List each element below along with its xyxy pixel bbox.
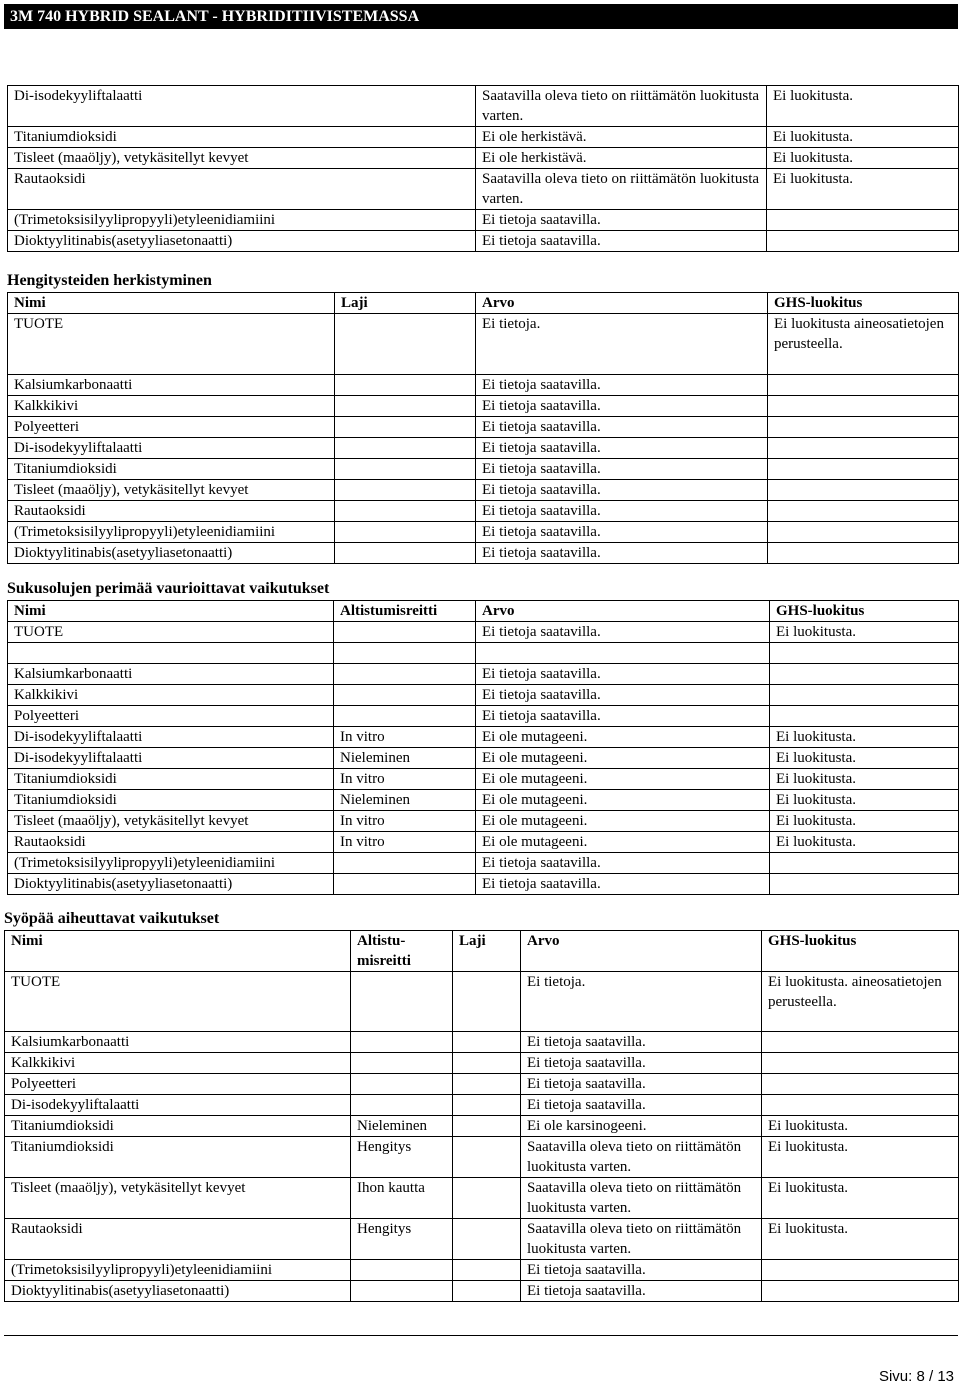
table-row — [5, 1281, 959, 1302]
table-cell: Ei luokitusta. aineosatietojen perusteella. — [762, 972, 959, 1032]
table-cell — [768, 396, 959, 417]
table-cell — [453, 1178, 521, 1219]
table-cell — [335, 417, 476, 438]
table-cell: Ei tietoja saatavilla. — [476, 664, 770, 685]
table-row — [8, 210, 959, 231]
table-cell: Saatavilla oleva tieto on riittämätön luokitusta varten. — [521, 1137, 762, 1178]
table-cell: Ei ole mutageeni. — [476, 748, 770, 769]
table-cell: Ei ole mutageeni. — [476, 832, 770, 853]
table-row — [8, 438, 959, 459]
table-cell: Rautaoksidi — [8, 501, 335, 522]
table-cell — [334, 622, 476, 643]
table-row — [8, 169, 959, 210]
table-cell: Ei tietoja. — [476, 314, 768, 375]
table-cell — [351, 1032, 453, 1053]
table-cell: Ei luokitusta. — [770, 790, 959, 811]
table-row — [8, 706, 959, 727]
table-cell — [453, 1116, 521, 1137]
page-number: Sivu: 8 / 13 — [878, 1368, 954, 1385]
table-cell — [770, 685, 959, 706]
table-cell: (Trimetoksisilyylipropyyli)etyleenidiamiini — [5, 1260, 351, 1281]
table-cell: Ei luokitusta. — [767, 127, 959, 148]
table-cell: Tisleet (maaöljy), vetykäsitellyt kevyet — [5, 1178, 351, 1219]
table-cell: Ei tietoja saatavilla. — [476, 853, 770, 874]
table-cell — [453, 1032, 521, 1053]
table-row — [8, 748, 959, 769]
table-cell — [768, 375, 959, 396]
table-row — [8, 685, 959, 706]
table-cell — [762, 1260, 959, 1281]
table-cell: Tisleet (maaöljy), vetykäsitellyt kevyet — [8, 811, 334, 832]
table-cell — [334, 664, 476, 685]
table-cell: Kalkkikivi — [8, 685, 334, 706]
table-cell: Ei tietoja saatavilla. — [476, 438, 768, 459]
respiratory-sensitisation-table — [7, 292, 959, 564]
table-row — [8, 664, 959, 685]
table-row — [8, 459, 959, 480]
column-header: Altistumisreitti — [334, 601, 476, 622]
table-cell: Ei tietoja saatavilla. — [476, 396, 768, 417]
table-cell: Dioktyylitinabis(asetyyliasetonaatti) — [8, 874, 334, 895]
table-row — [8, 543, 959, 564]
table-cell — [770, 853, 959, 874]
table-cell: Saatavilla oleva tieto on riittämätön luokitusta varten. — [521, 1219, 762, 1260]
table-row — [8, 148, 959, 169]
table-cell: Ei tietoja saatavilla. — [476, 706, 770, 727]
table-cell — [334, 643, 476, 664]
table-row — [5, 1053, 959, 1074]
table-cell — [334, 706, 476, 727]
table-row — [8, 231, 959, 252]
table-row — [5, 1137, 959, 1178]
section-title-germ-cell: Sukusolujen perimää vaurioittavat vaikutukset — [7, 580, 330, 597]
table-cell: Ei tietoja saatavilla. — [476, 210, 767, 231]
table-cell: Ei luokitusta. — [770, 769, 959, 790]
table-row — [5, 1074, 959, 1095]
table-row — [8, 853, 959, 874]
table-cell: Ei ole herkistävä. — [476, 127, 767, 148]
table-cell: Titaniumdioksidi — [8, 459, 335, 480]
table-cell — [453, 1074, 521, 1095]
table-cell — [351, 1281, 453, 1302]
table-row — [8, 375, 959, 396]
table-cell — [453, 972, 521, 1032]
table-header-row — [5, 931, 959, 972]
table-cell: In vitro — [334, 769, 476, 790]
table-cell — [476, 643, 770, 664]
table-cell: Ei tietoja saatavilla. — [476, 685, 770, 706]
table-cell — [335, 438, 476, 459]
table-cell: Tisleet (maaöljy), vetykäsitellyt kevyet — [8, 480, 335, 501]
table-cell — [334, 874, 476, 895]
table-cell: Ei ole mutageeni. — [476, 727, 770, 748]
table-cell: In vitro — [334, 811, 476, 832]
table-cell: Ei tietoja saatavilla. — [476, 501, 768, 522]
document-header — [4, 4, 958, 29]
table-cell — [770, 874, 959, 895]
table-cell: In vitro — [334, 727, 476, 748]
column-header: Altistu-misreitti — [351, 931, 453, 972]
table-cell: Ei luokitusta. — [762, 1178, 959, 1219]
table-cell: Ei tietoja. — [521, 972, 762, 1032]
table-row — [8, 832, 959, 853]
table-row — [5, 972, 959, 1032]
table-cell: Nieleminen — [334, 748, 476, 769]
table-cell: Ei ole mutageeni. — [476, 769, 770, 790]
table-cell — [453, 1281, 521, 1302]
table-cell: TUOTE — [5, 972, 351, 1032]
table-cell: Ei luokitusta aineosatietojen perusteella. — [768, 314, 959, 375]
table-cell: Ei luokitusta. — [762, 1137, 959, 1178]
table-cell: Ei tietoja saatavilla. — [521, 1095, 762, 1116]
table-cell — [335, 396, 476, 417]
column-header: Nimi — [8, 601, 334, 622]
table-cell: Rautaoksidi — [8, 169, 476, 210]
table-cell — [768, 417, 959, 438]
table-cell — [453, 1137, 521, 1178]
table-cell: Ei tietoja saatavilla. — [476, 874, 770, 895]
table-row — [5, 1095, 959, 1116]
table-cell — [453, 1260, 521, 1281]
table-cell — [335, 543, 476, 564]
table-cell — [770, 706, 959, 727]
table-cell — [762, 1032, 959, 1053]
column-header: Arvo — [476, 293, 768, 314]
table-cell: Dioktyylitinabis(asetyyliasetonaatti) — [5, 1281, 351, 1302]
table-cell — [762, 1281, 959, 1302]
table-row — [8, 314, 959, 375]
column-header: GHS-luokitus — [770, 601, 959, 622]
table-cell: Ei tietoja saatavilla. — [476, 622, 770, 643]
table-cell: Ei tietoja saatavilla. — [521, 1053, 762, 1074]
table-cell: Nieleminen — [351, 1116, 453, 1137]
table-cell — [334, 853, 476, 874]
table-cell — [768, 480, 959, 501]
column-header: Nimi — [8, 293, 335, 314]
column-header: Nimi — [5, 931, 351, 972]
table-cell: Dioktyylitinabis(asetyyliasetonaatti) — [8, 543, 335, 564]
table-row — [5, 1260, 959, 1281]
table-cell: Nieleminen — [334, 790, 476, 811]
table-cell: Saatavilla oleva tieto on riittämätön luokitusta varten. — [476, 86, 767, 127]
table-cell: Titaniumdioksidi — [8, 790, 334, 811]
table-cell — [335, 459, 476, 480]
table-cell: Ei tietoja saatavilla. — [476, 375, 768, 396]
table-cell: Ei luokitusta. — [770, 811, 959, 832]
table-cell — [453, 1053, 521, 1074]
table-row — [8, 643, 959, 664]
table-row — [8, 501, 959, 522]
table-row — [5, 1116, 959, 1137]
table-row — [8, 811, 959, 832]
table-cell — [351, 1260, 453, 1281]
table-cell: Ei luokitusta. — [767, 148, 959, 169]
column-header: Arvo — [476, 601, 770, 622]
table-cell: Titaniumdioksidi — [8, 769, 334, 790]
table-cell: Ei luokitusta. — [762, 1219, 959, 1260]
table-cell: Di-isodekyyliftalaatti — [8, 86, 476, 127]
table-cell — [351, 1095, 453, 1116]
table-cell: Ei tietoja saatavilla. — [521, 1281, 762, 1302]
table-cell: Ei tietoja saatavilla. — [521, 1074, 762, 1095]
table-cell: Ei luokitusta. — [770, 832, 959, 853]
table-cell: Ei luokitusta. — [762, 1116, 959, 1137]
table-cell: Titaniumdioksidi — [8, 127, 476, 148]
table-cell: Hengitys — [351, 1137, 453, 1178]
table-cell: Kalsiumkarbonaatti — [8, 375, 335, 396]
table-row — [8, 127, 959, 148]
table-cell: TUOTE — [8, 622, 334, 643]
table-cell — [767, 231, 959, 252]
table-cell — [351, 1053, 453, 1074]
table-cell — [768, 438, 959, 459]
table-cell: (Trimetoksisilyylipropyyli)etyleenidiamiini — [8, 853, 334, 874]
table-cell: Ei tietoja saatavilla. — [521, 1260, 762, 1281]
table-cell — [768, 459, 959, 480]
table-cell — [335, 522, 476, 543]
section-title-carcinogenicity: Syöpää aiheuttavat vaikutukset — [4, 910, 220, 927]
table-cell: Ei tietoja saatavilla. — [476, 459, 768, 480]
document-title: 3M 740 HYBRID SEALANT - HYBRIDITIIVISTEMASSA — [10, 8, 420, 25]
table-cell — [335, 501, 476, 522]
footer-divider — [4, 1335, 958, 1336]
column-header: GHS-luokitus — [762, 931, 959, 972]
table-cell: Ei ole herkistävä. — [476, 148, 767, 169]
table-cell: Ei tietoja saatavilla. — [521, 1032, 762, 1053]
table-row — [5, 1178, 959, 1219]
table-cell — [770, 664, 959, 685]
table-cell: Ei ole karsinogeeni. — [521, 1116, 762, 1137]
table-cell: Dioktyylitinabis(asetyyliasetonaatti) — [8, 231, 476, 252]
table-row — [8, 874, 959, 895]
table-cell — [335, 480, 476, 501]
table-cell — [8, 643, 334, 664]
table-cell: TUOTE — [8, 314, 335, 375]
table-cell: Hengitys — [351, 1219, 453, 1260]
table-row — [8, 727, 959, 748]
table-cell — [453, 1219, 521, 1260]
table-cell: Kalkkikivi — [5, 1053, 351, 1074]
table-cell — [767, 210, 959, 231]
table-cell — [351, 1074, 453, 1095]
table-cell: Ei luokitusta. — [770, 748, 959, 769]
table-row — [8, 622, 959, 643]
table-row — [8, 480, 959, 501]
table-row — [8, 396, 959, 417]
table-cell: (Trimetoksisilyylipropyyli)etyleenidiamiini — [8, 522, 335, 543]
skin-sensitisation-table — [7, 85, 959, 252]
table-cell — [351, 972, 453, 1032]
table-cell — [770, 643, 959, 664]
table-cell: Kalsiumkarbonaatti — [8, 664, 334, 685]
table-row — [8, 522, 959, 543]
table-row — [8, 790, 959, 811]
table-cell: Ei tietoja saatavilla. — [476, 231, 767, 252]
table-row — [8, 86, 959, 127]
table-cell: Saatavilla oleva tieto on riittämätön luokitusta varten. — [476, 169, 767, 210]
table-row — [5, 1219, 959, 1260]
table-cell: Ei luokitusta. — [767, 86, 959, 127]
table-cell — [453, 1095, 521, 1116]
table-cell: Ihon kautta — [351, 1178, 453, 1219]
table-cell: Titaniumdioksidi — [5, 1137, 351, 1178]
table-cell — [334, 685, 476, 706]
table-row — [5, 1032, 959, 1053]
table-cell — [768, 522, 959, 543]
table-cell: Ei tietoja saatavilla. — [476, 480, 768, 501]
table-cell — [762, 1095, 959, 1116]
table-cell: In vitro — [334, 832, 476, 853]
table-cell: Kalsiumkarbonaatti — [5, 1032, 351, 1053]
table-cell — [335, 314, 476, 375]
table-cell — [762, 1074, 959, 1095]
table-header-row — [8, 293, 959, 314]
table-cell: Ei luokitusta. — [770, 622, 959, 643]
table-cell: (Trimetoksisilyylipropyyli)etyleenidiamiini — [8, 210, 476, 231]
table-cell: Di-isodekyyliftalaatti — [5, 1095, 351, 1116]
table-cell — [762, 1053, 959, 1074]
table-cell: Di-isodekyyliftalaatti — [8, 748, 334, 769]
table-cell: Ei tietoja saatavilla. — [476, 543, 768, 564]
table-cell — [768, 501, 959, 522]
table-cell: Rautaoksidi — [8, 832, 334, 853]
table-cell — [335, 375, 476, 396]
table-cell: Tisleet (maaöljy), vetykäsitellyt kevyet — [8, 148, 476, 169]
carcinogenicity-table — [4, 930, 959, 1302]
table-row — [8, 417, 959, 438]
germ-cell-mutagenicity-table — [7, 600, 959, 895]
table-cell: Ei ole mutageeni. — [476, 811, 770, 832]
column-header: Laji — [335, 293, 476, 314]
table-header-row — [8, 601, 959, 622]
table-cell: Di-isodekyyliftalaatti — [8, 727, 334, 748]
table-cell: Rautaoksidi — [5, 1219, 351, 1260]
section-title-respiratory: Hengitysteiden herkistyminen — [7, 272, 212, 289]
table-cell: Ei tietoja saatavilla. — [476, 522, 768, 543]
column-header: Laji — [453, 931, 521, 972]
table-cell: Kalkkikivi — [8, 396, 335, 417]
table-cell: Polyeetteri — [8, 417, 335, 438]
column-header: Arvo — [521, 931, 762, 972]
table-cell: Polyeetteri — [5, 1074, 351, 1095]
table-cell: Ei luokitusta. — [767, 169, 959, 210]
column-header: GHS-luokitus — [768, 293, 959, 314]
table-cell: Saatavilla oleva tieto on riittämätön luokitusta varten. — [521, 1178, 762, 1219]
table-cell — [768, 543, 959, 564]
table-cell: Ei luokitusta. — [770, 727, 959, 748]
table-cell: Polyeetteri — [8, 706, 334, 727]
table-cell: Ei ole mutageeni. — [476, 790, 770, 811]
table-row — [8, 769, 959, 790]
table-cell: Di-isodekyyliftalaatti — [8, 438, 335, 459]
table-cell: Ei tietoja saatavilla. — [476, 417, 768, 438]
table-cell: Titaniumdioksidi — [5, 1116, 351, 1137]
